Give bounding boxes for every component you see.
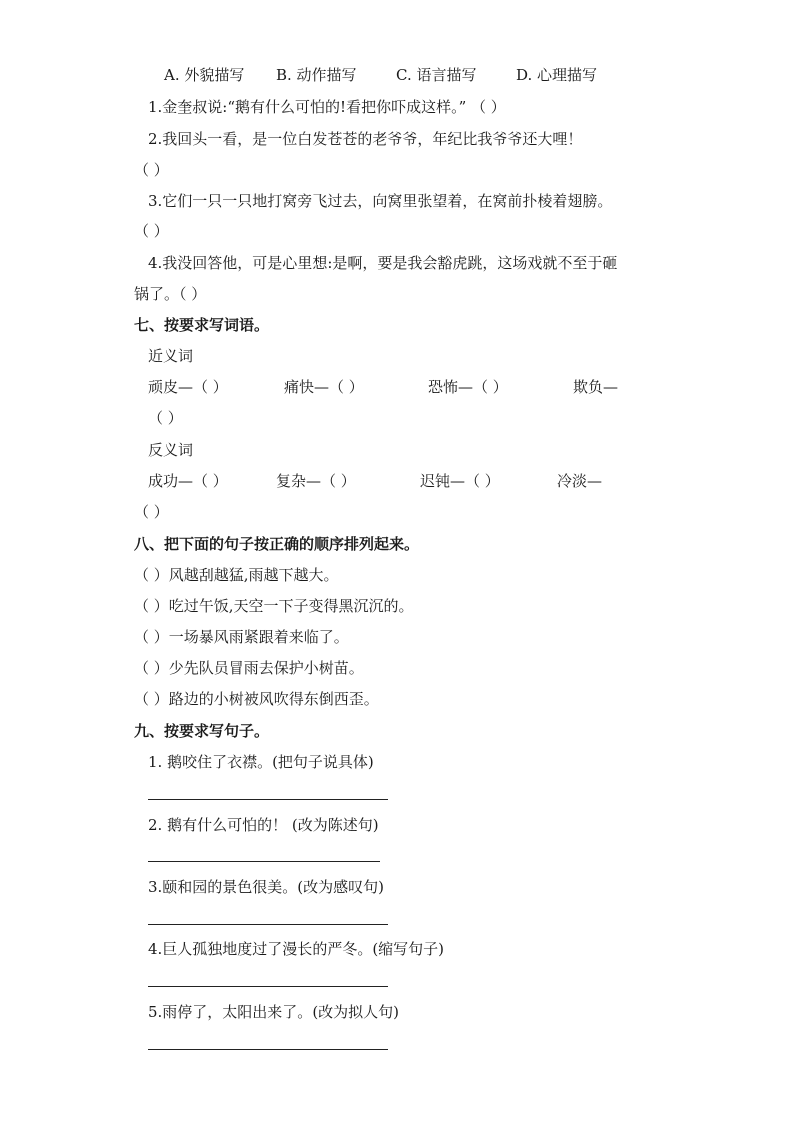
answer-line[interactable]	[148, 986, 388, 987]
section-7-heading: 七、按要求写词语。	[134, 316, 270, 334]
synonym-label: 近义词	[148, 347, 194, 365]
sentence-task: 5.雨停了，太阳出来了。(改为拟人句)	[148, 1003, 400, 1021]
sentence-task: 1. 鹅咬住了衣襟。(把句子说具体)	[148, 753, 374, 771]
q6-sentence-1: 1.金奎叔说:“鹅有什么可怕的!看把你吓成这样。” （ ）	[148, 98, 506, 116]
section-8-heading: 八、把下面的句子按正确的顺序排列起来。	[134, 535, 420, 553]
synonym-item: 顽皮—（ ）	[148, 378, 228, 396]
synonym-item: 恐怖—（ ）	[428, 378, 508, 396]
q6-sentence-4-line-1: 4.我没回答他，可是心里想:是啊，要是我会豁虎跳，这场戏就不至于砸	[148, 254, 618, 272]
q6-sentence-3: 3.它们一只一只地打窝旁飞过去，向窝里张望着，在窝前扑棱着翅膀。	[148, 192, 613, 210]
synonym-wrap-paren: （ ）	[148, 409, 183, 427]
option-c: C. 语言描写	[396, 66, 477, 84]
sentence-task: 3.颐和园的景色很美。(改为感叹句)	[148, 878, 385, 896]
order-item: （ ）少先队员冒雨去保护小树苗。	[134, 659, 364, 677]
answer-line[interactable]	[148, 861, 380, 862]
antonym-item: 冷淡—	[557, 472, 603, 490]
synonym-item: 欺负—	[573, 378, 619, 396]
antonym-item: 复杂—（ ）	[276, 472, 356, 490]
antonym-label: 反义词	[148, 441, 194, 459]
q6-sentence-2-paren: （ ）	[134, 161, 169, 179]
antonym-item: 迟钝—（ ）	[420, 472, 500, 490]
q6-sentence-4-line-2: 锅了。（ ）	[134, 285, 207, 303]
order-item: （ ）路边的小树被风吹得东倒西歪。	[134, 690, 379, 708]
answer-line[interactable]	[148, 1049, 388, 1050]
answer-line[interactable]	[148, 924, 388, 925]
order-item: （ ）一场暴风雨紧跟着来临了。	[134, 628, 349, 646]
option-a: A. 外貌描写	[164, 66, 245, 84]
section-9-heading: 九、按要求写句子。	[134, 722, 270, 740]
synonym-item: 痛快—（ ）	[284, 378, 364, 396]
antonym-item: 成功—（ ）	[148, 472, 228, 490]
antonym-wrap-paren: （ ）	[134, 503, 169, 521]
sentence-task: 2. 鹅有什么可怕的！ (改为陈述句)	[148, 816, 379, 834]
sentence-task: 4.巨人孤独地度过了漫长的严冬。(缩写句子)	[148, 940, 445, 958]
q6-sentence-2: 2.我回头一看，是一位白发苍苍的老爷爷，年纪比我爷爷还大哩！	[148, 130, 583, 148]
option-b: B. 动作描写	[276, 66, 357, 84]
option-d: D. 心理描写	[516, 66, 598, 84]
order-item: （ ）吃过午饭,天空一下子变得黑沉沉的。	[134, 597, 414, 615]
order-item: （ ）风越刮越猛,雨越下越大。	[134, 566, 339, 584]
q6-sentence-3-paren: （ ）	[134, 222, 169, 240]
answer-line[interactable]	[148, 799, 388, 800]
